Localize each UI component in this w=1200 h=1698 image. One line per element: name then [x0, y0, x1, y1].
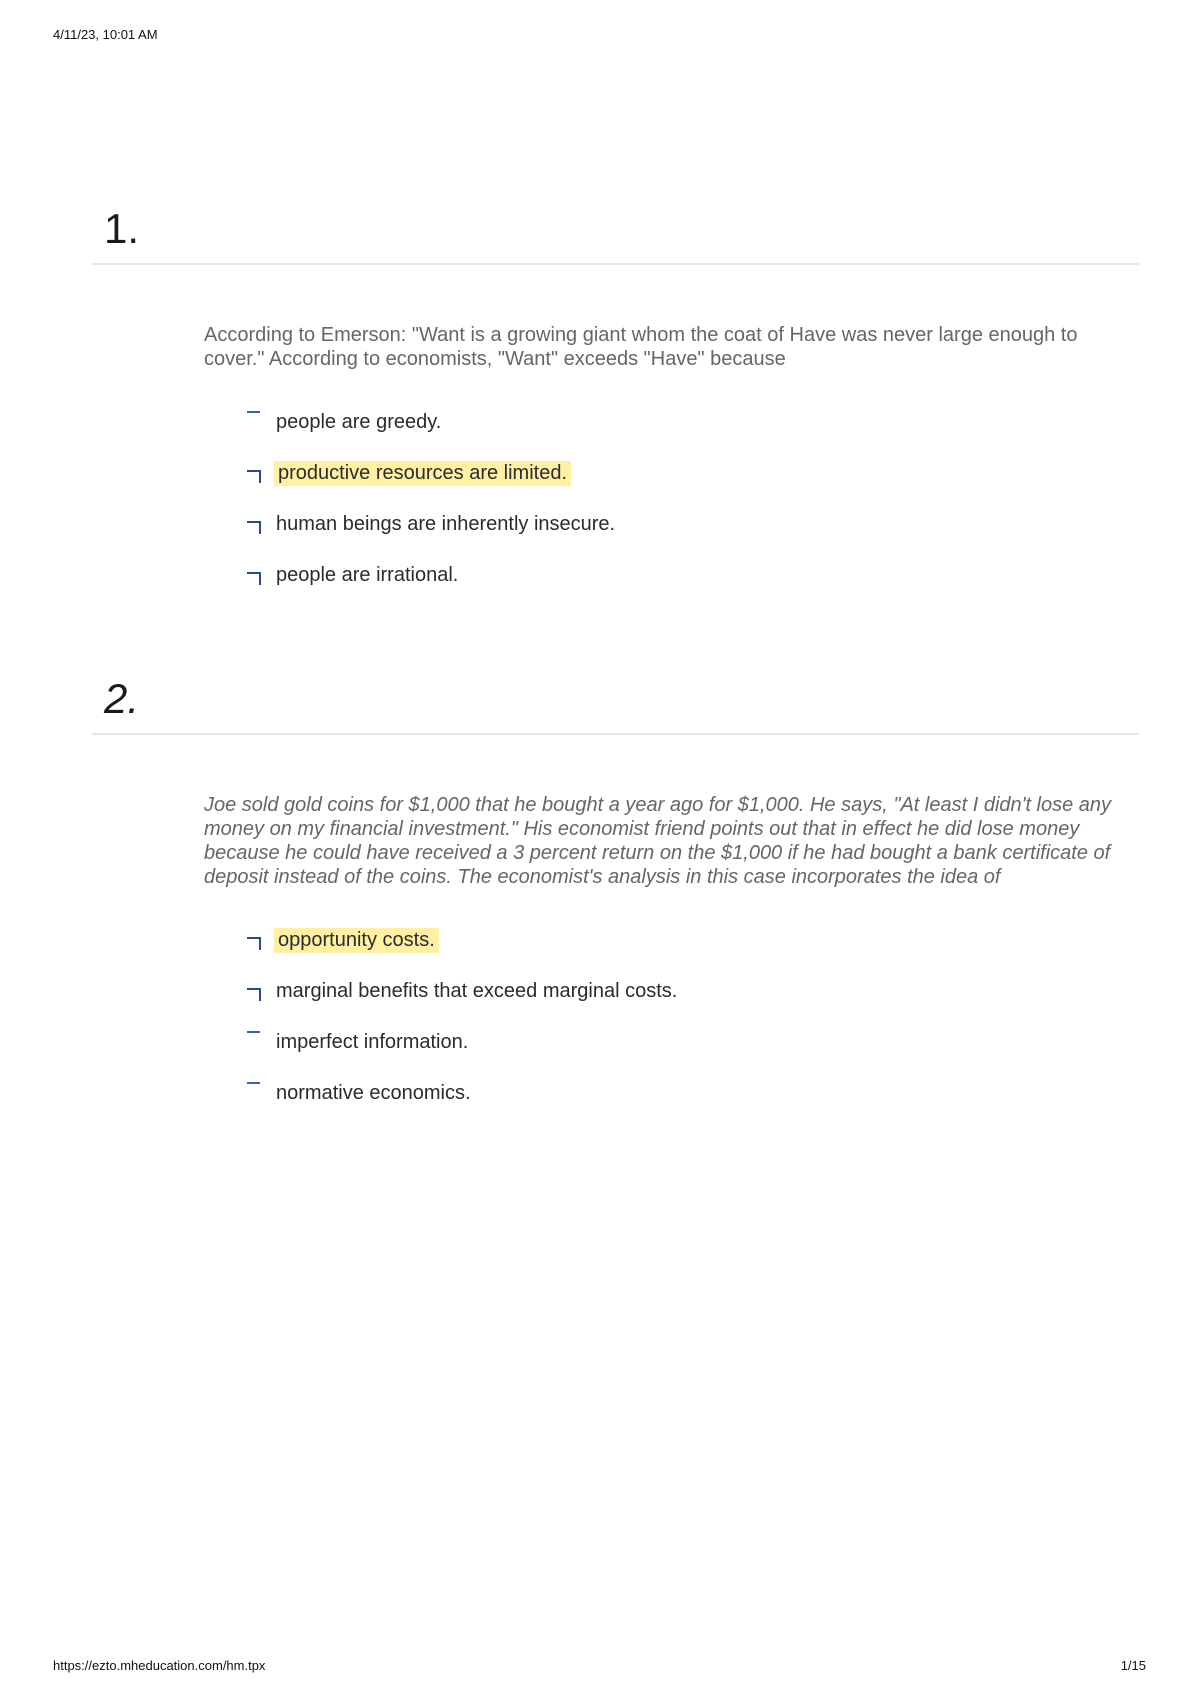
question-divider	[92, 733, 1139, 735]
answer-option-1[interactable]	[247, 915, 1139, 966]
question-prompt: According to Emerson: "Want is a growing giant whom the coat of Have was never large enough to cover." According to economists, "Want" exceeds "Have" because	[204, 324, 1078, 370]
question-number: 1.	[104, 205, 140, 252]
answer-option-4[interactable]	[247, 550, 1139, 601]
bracket-marker-icon	[247, 466, 263, 482]
answer-option-label: people are irrational.	[276, 564, 459, 586]
answer-option-label-highlighted: productive resources are limited.	[274, 461, 571, 486]
bracket-marker-icon	[247, 984, 263, 1000]
answer-option-3[interactable]	[247, 499, 1139, 550]
dash-marker-icon	[247, 415, 263, 431]
answer-option-2[interactable]	[247, 448, 1139, 499]
answer-option-label: normative economics.	[276, 1082, 471, 1104]
footer-url: https://ezto.mheducation.com/hm.tpx	[53, 1658, 266, 1673]
question-prompt: Joe sold gold coins for $1,000 that he bought a year ago for $1,000. He says, "At least I didn't lose any money on my financial investment." His economist friend points out that in effect he did lose money because he could have received a 3 percent return on the $1,000 if he had bought a bank certificate of deposit instead of the coins. The economist's analysis in this case incorporates the idea of	[204, 794, 1112, 888]
bracket-marker-icon	[247, 933, 263, 949]
dash-marker-icon	[247, 1035, 263, 1051]
page-number: 1/15	[1120, 1658, 1146, 1673]
answer-option-1[interactable]	[247, 397, 1139, 448]
answer-option-4[interactable]	[247, 1068, 1139, 1119]
question-1	[92, 205, 1139, 601]
bracket-marker-icon	[247, 568, 263, 584]
answer-option-label-highlighted: opportunity costs.	[274, 928, 439, 953]
print-timestamp: 4/11/23, 10:01 AM	[53, 27, 158, 42]
answer-options	[247, 915, 1139, 1119]
answer-option-label: imperfect information.	[276, 1031, 469, 1053]
answer-option-label: people are greedy.	[276, 411, 442, 433]
question-2	[92, 675, 1139, 1119]
dash-marker-icon	[247, 1086, 263, 1102]
bracket-marker-icon	[247, 517, 263, 533]
answer-option-3[interactable]	[247, 1017, 1139, 1068]
question-divider	[92, 263, 1139, 265]
answer-option-2[interactable]	[247, 966, 1139, 1017]
answer-option-label: marginal benefits that exceed marginal costs.	[276, 980, 678, 1002]
question-number: 2.	[104, 675, 140, 722]
answer-option-label: human beings are inherently insecure.	[276, 513, 616, 535]
answer-options	[247, 397, 1139, 601]
